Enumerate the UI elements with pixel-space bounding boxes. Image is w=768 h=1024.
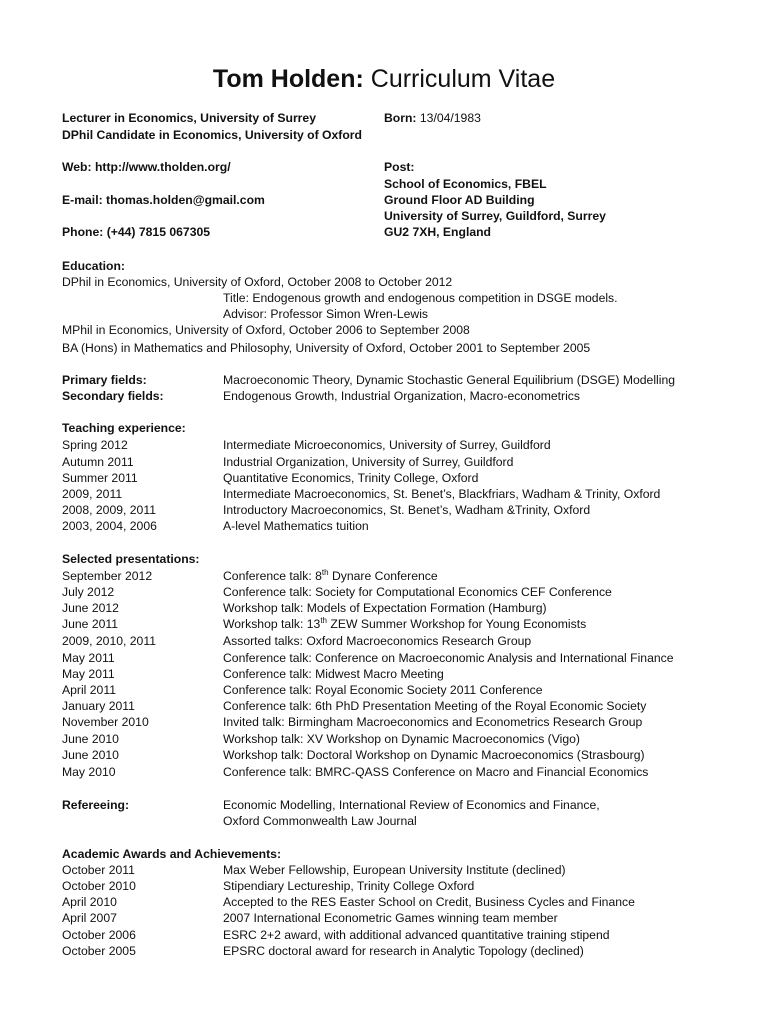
presentation-desc: Conference talk: BMRC-QASS Conference on Macro and Financial Economics: [223, 765, 649, 779]
post-line: GU2 7XH, England: [384, 225, 491, 239]
teaching-date: Autumn 2011: [62, 455, 134, 469]
presentation-desc: Conference talk: Royal Economic Society 2011 Conference: [223, 683, 543, 697]
presentation-date: July 2012: [62, 585, 115, 599]
award-desc: Accepted to the RES Easter School on Credit, Business Cycles and Finance: [223, 895, 635, 909]
teaching-desc: Introductory Macroeconomics, St. Benet’s, Wadham &Trinity, Oxford: [223, 503, 591, 517]
award-desc: 2007 International Econometric Games winning team member: [223, 911, 558, 925]
secondary-fields-value: Endogenous Growth, Industrial Organization, Macro-econometrics: [223, 389, 580, 403]
award-desc: Max Weber Fellowship, European University Institute (declined): [223, 863, 566, 877]
web-line: [62, 159, 231, 175]
education-heading: Education:: [62, 259, 125, 273]
page-title: [0, 64, 768, 94]
presentation-desc: Assorted talks: Oxford Macroeconomics Research Group: [223, 634, 532, 648]
web-link[interactable]: http://www.tholden.org/: [94, 160, 231, 174]
presentation-date: June 2012: [62, 601, 119, 615]
position-line-2: DPhil Candidate in Economics, University of Oxford: [62, 128, 362, 142]
teaching-date: 2009, 2011: [62, 487, 123, 501]
presentation-desc: Workshop talk: XV Workshop on Dynamic Macroeconomics (Vigo): [223, 732, 580, 746]
teaching-desc: Quantitative Economics, Trinity College, Oxford: [223, 471, 479, 485]
presentation-desc: Conference talk: Midwest Macro Meeting: [223, 667, 444, 681]
title-name: Tom Holden:: [212, 65, 364, 93]
award-date: April 2010: [62, 895, 117, 909]
presentation-date: 2009, 2010, 2011: [62, 634, 156, 648]
born-label: Born:: [384, 111, 417, 125]
primary-fields-value: Macroeconomic Theory, Dynamic Stochastic General Equilibrium (DSGE) Modelling: [223, 373, 676, 387]
email-link[interactable]: thomas.holden@gmail.com: [106, 193, 265, 207]
presentation-desc: Conference talk: Conference on Macroeconomic Analysis and International Finance: [223, 651, 674, 665]
presentation-date: September 2012: [62, 569, 153, 583]
education-advisor: Advisor: Professor Simon Wren-Lewis: [223, 307, 428, 321]
email-label: E-mail:: [62, 193, 103, 207]
teaching-desc: Industrial Organization, University of Surrey, Guildford: [223, 455, 514, 469]
teaching-desc: A-level Mathematics tuition: [223, 519, 369, 533]
award-date: October 2010: [62, 879, 136, 893]
award-date: October 2006: [62, 928, 136, 942]
education-dphil: DPhil in Economics, University of Oxford, October 2008 to October 2012: [62, 275, 453, 289]
teaching-desc: Intermediate Macroeconomics, St. Benet’s, Blackfriars, Wadham & Trinity, Oxford: [223, 487, 661, 501]
presentation-date: June 2010: [62, 732, 119, 746]
phone-line: [62, 224, 210, 240]
teaching-date: 2003, 2004, 2006: [62, 519, 157, 533]
post-label: Post:: [384, 160, 415, 174]
presentations-heading: Selected presentations:: [62, 552, 200, 566]
presentation-desc: Conference talk: 8th Dynare Conference: [223, 567, 438, 583]
presentation-desc: Invited talk: Birmingham Macroeconomics and Econometrics Research Group: [223, 715, 643, 729]
award-date: October 2005: [62, 944, 136, 958]
presentation-date: May 2011: [62, 651, 115, 665]
teaching-desc: Intermediate Microeconomics, University of Surrey, Guildford: [223, 438, 551, 452]
award-desc: Stipendiary Lectureship, Trinity College Oxford: [223, 879, 475, 893]
teaching-date: Spring 2012: [62, 438, 128, 452]
presentation-date: May 2010: [62, 765, 116, 779]
presentation-date: January 2011: [62, 699, 135, 713]
post-line: School of Economics, FBEL: [384, 177, 547, 191]
teaching-date: Summer 2011: [62, 471, 138, 485]
secondary-fields-label: Secondary fields:: [62, 389, 164, 403]
refereeing-line-1: Economic Modelling, International Review of Economics and Finance,: [223, 798, 600, 812]
primary-fields-label: Primary fields:: [62, 373, 147, 387]
awards-heading: Academic Awards and Achievements:: [62, 847, 282, 861]
presentation-desc: Workshop talk: Models of Expectation Formation (Hamburg): [223, 601, 547, 615]
presentation-date: June 2011: [62, 617, 119, 631]
presentation-date: June 2010: [62, 748, 119, 762]
teaching-date: 2008, 2009, 2011: [62, 503, 156, 517]
presentation-desc: Conference talk: 6th PhD Presentation Meeting of the Royal Economic Society: [223, 699, 647, 713]
refereeing-line-2: Oxford Commonwealth Law Journal: [223, 814, 417, 828]
award-desc: ESRC 2+2 award, with additional advanced quantitative training stipend: [223, 928, 610, 942]
presentation-desc: Workshop talk: Doctoral Workshop on Dynamic Macroeconomics (Strasbourg): [223, 748, 645, 762]
award-date: October 2011: [62, 863, 135, 877]
phone-value: (+44) 7815 067305: [106, 225, 211, 239]
email-line: [62, 192, 265, 208]
presentation-date: November 2010: [62, 715, 149, 729]
education-ba: BA (Hons) in Mathematics and Philosophy, University of Oxford, October 2001 to September 2005: [62, 341, 591, 355]
award-desc: EPSRC doctoral award for research in Analytic Topology (declined): [223, 944, 584, 958]
post-line: Ground Floor AD Building: [384, 193, 535, 207]
phone-label: Phone:: [62, 225, 104, 239]
refereeing-label: Refereeing:: [62, 798, 130, 812]
position-line-1: Lecturer in Economics, University of Surrey: [62, 111, 316, 125]
education-mphil: MPhil in Economics, University of Oxford, October 2006 to September 2008: [62, 323, 470, 337]
presentation-desc: Conference talk: Society for Computational Economics CEF Conference: [223, 585, 612, 599]
presentation-date: April 2011: [62, 683, 116, 697]
presentation-desc: Workshop talk: 13th ZEW Summer Workshop for Young Economists: [223, 615, 587, 631]
teaching-heading: Teaching experience:: [62, 421, 186, 435]
born-value: 13/04/1983: [419, 111, 481, 125]
title-rest: Curriculum Vitae: [370, 65, 556, 93]
post-line: University of Surrey, Guildford, Surrey: [384, 209, 606, 223]
education-thesis-title: Title: Endogenous growth and endogenous competition in DSGE models.: [223, 291, 618, 305]
born-line: [384, 110, 481, 126]
web-label: Web:: [62, 160, 92, 174]
presentation-date: May 2011: [62, 667, 115, 681]
award-date: April 2007: [62, 911, 117, 925]
